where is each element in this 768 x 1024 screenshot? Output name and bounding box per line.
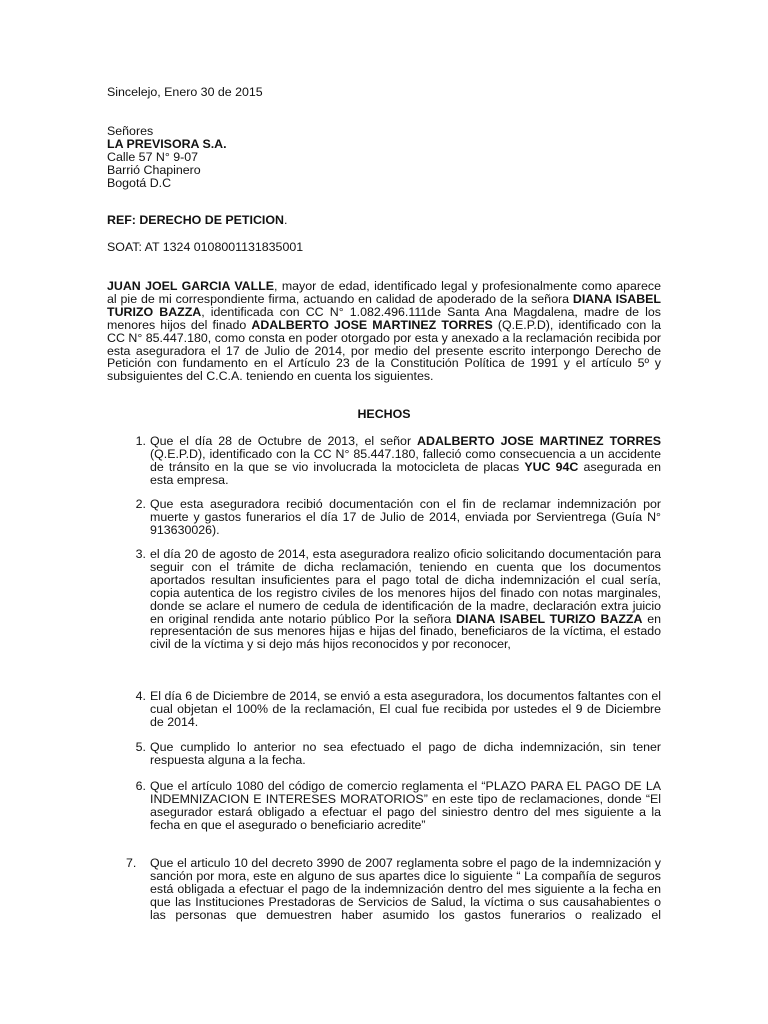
list-item-number: 2. [135, 497, 146, 511]
soat-line: SOAT: AT 1324 0108001131835001 [107, 240, 304, 254]
list-item [135, 689, 661, 729]
list-item-text: Que esta aseguradora recibió documentación con el fin de reclamar indemnización por muerte y gastos funerarios el día 17 de Julio de 2014, enviada por Servientrega (Guía N° 913630026). [150, 497, 661, 537]
list-item-number: 4. [135, 689, 146, 703]
address-line-2: Barrió Chapinero [107, 162, 201, 177]
address-line-1: Calle 57 N° 9-07 [107, 149, 199, 164]
list-item-text: Que el articulo 10 del decreto 3990 de 2007 reglamenta sobre el pago de la indemnización y sanción por mora, este en alguno de sus apartes dice lo siguiente “ La compañía de seguros está obligada a efectuar el pago de la indemnización dentro del mes siguiente a la fecha en que las Instituciones Prestadoras de Servicios de Salud, la víctima o sus causahabientes o las personas que demuestren haber asumido los gastos funerarios o realizado el [150, 856, 661, 922]
list-item-bold-name: DIANA ISABEL TURIZO BAZZA [456, 611, 643, 626]
salutation: Señores [107, 124, 154, 138]
intro-text-2: , identificada con CC N° 1.082.496.111de Santa Ana Magdalena, madre de los menores hijos del finado [107, 304, 661, 332]
list-item-number: 1. [135, 434, 146, 448]
list-item-text: El día 6 de Diciembre de 2014, se envió a esta aseguradora, los documentos faltantes con el cual objetan el 100% de la reclamación, El cual fue recibida por ustedes el 9 de Diciembre de 2014. [150, 689, 661, 729]
list-item [126, 856, 661, 922]
list-item-text: Que el día 28 de Octubre de 2013, el señor [150, 434, 418, 448]
list-item [135, 434, 661, 487]
list-item-text: Que el artículo 1080 del código de comercio reglamenta el “PLAZO PARA EL PAGO DE LA INDEMNIZACION E INTERESES MORATORIOS” en este tipo de reclamaciones, donde “El asegurador estará obligado a efectuar el pago del siniestro dentro del mes siguiente a la fecha en que el asegurado o beneficiario acredite” [150, 779, 661, 832]
intro-text-1: , mayor de edad, identificado legal y profesionalmente como aparece al pie de mi correspondiente firma, actuando en calidad de apoderado de la señora [107, 279, 662, 306]
place-date: Sincelejo, Enero 30 de 2015 [107, 85, 263, 99]
addressee-company: LA PREVISORA S.A. [107, 136, 227, 151]
list-item-bold-name: ADALBERTO JOSE MARTINEZ TORRES [417, 434, 661, 448]
address-city: Bogotá D.C [107, 175, 172, 190]
list-item-text: (Q.E.P.D), identificado con la CC N° 85.447.180, falleció como consecuencia a un accidente de tránsito en la que se vio involucrada la motocicleta de placas [150, 446, 661, 474]
addressee-block [107, 125, 661, 190]
list-item [135, 547, 661, 652]
hechos-heading: HECHOS [357, 407, 411, 421]
list-item-text: el día 20 de agosto de 2014, esta aseguradora realizo oficio solicitando documentación para seguir con el trámite de dicha reclamación, teniendo en cuenta que los documentos aportados resultan insuficientes para el pago total de dicha indemnización el cual sería, copia autentica de los registro civiles de los menores hijos del finado con notas marginales, donde se aclare el numero de cedula de identificación de la madre, declaración extra juicio en original rendida ante notario público Por la señora [150, 547, 661, 626]
list-item [135, 740, 661, 767]
list-item-number: 5. [135, 740, 146, 754]
intro-paragraph [107, 280, 661, 383]
intro-deceased-name: ADALBERTO JOSE MARTINEZ TORRES [251, 317, 493, 332]
list-item-number: 3. [135, 547, 146, 561]
list-item-bold-plate: YUC 94C [524, 459, 579, 474]
list-item-text: en representación de sus menores hijas e hijas del finado, beneficiaros de la víctima, el estado civil de la víctima y si dejo más hijos reconocidos y por reconocer, [150, 611, 661, 652]
list-item-number: 7. [126, 856, 137, 870]
reference-title: REF: DERECHO DE PETICION [107, 213, 284, 227]
reference-suffix: . [283, 213, 288, 227]
intro-text-3: (Q.E.P.D), identificado con la CC N° 85.447.180, como consta en poder otorgado por esta y anexado a la reclamación recibida por esta aseguradora el 17 de Julio de 2014, por medio del presente escrito interpongo Derecho de Petición con fundamento en el Artículo 23 de la Constitución Política de 1991 y el artículo 5º y subsiguientes del C.C.A. teniendo en cuenta los siguientes. [107, 317, 661, 384]
list-item [135, 497, 661, 537]
list-item-number: 6. [135, 779, 146, 793]
list-item-text: Que cumplido lo anterior no sea efectuado el pago de dicha indemnización, sin tener respuesta alguna a la fecha. [150, 740, 661, 767]
intro-lawyer-name: JUAN JOEL GARCIA VALLE [107, 279, 275, 293]
intro-client-name: DIANA ISABEL TURIZO BAZZA [107, 291, 662, 319]
reference-line [107, 214, 661, 227]
list-item [135, 779, 661, 832]
list-item-text: asegurada en esta empresa. [150, 459, 661, 487]
